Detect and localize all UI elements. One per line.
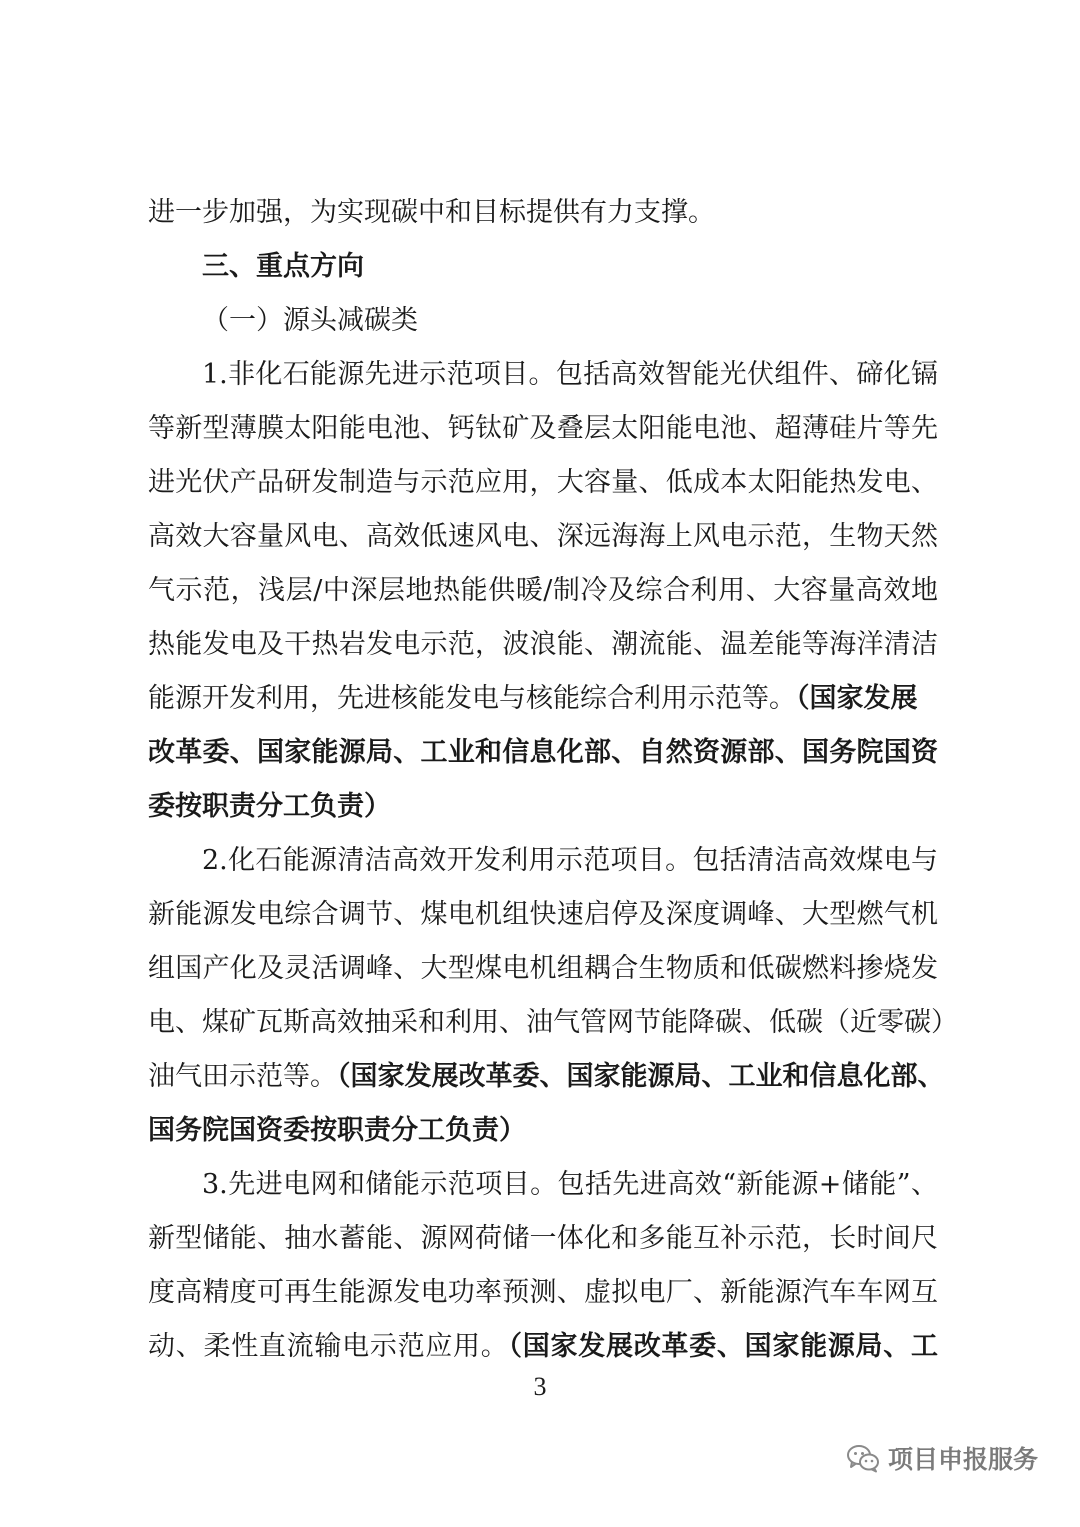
paragraph-line <box>148 1327 938 1367</box>
paragraph-line <box>148 679 938 719</box>
watermark-text: 项目申报服务 <box>888 1445 1039 1474</box>
subsection-heading: （一）源头减碳类 <box>202 305 418 336</box>
section-heading: 三、重点方向 <box>202 251 364 282</box>
watermark <box>846 1438 1038 1478</box>
responsibility-note: （国家发展 <box>796 683 918 714</box>
paragraph-line: 高效大容量风电、高效低速风电、深远海海上风电示范，生物天然 <box>148 521 938 552</box>
responsibility-note: 委按职责分工负责） <box>148 791 391 822</box>
paragraph-line: 新型储能、抽水蓄能、源网荷储一体化和多能互补示范，长时间尺 <box>148 1223 938 1254</box>
paragraph-line: 进光伏产品研发制造与示范应用，大容量、低成本太阳能热发电、 <box>148 467 938 498</box>
paragraph-line: 度高精度可再生能源发电功率预测、虚拟电厂、新能源汽车车网互 <box>148 1277 938 1308</box>
paragraph-line: 电、煤矿瓦斯高效抽采和利用、油气管网节能降碳、低碳（近零碳） <box>148 1007 958 1038</box>
responsibility-note: （国家发展改革委、国家能源局、工 <box>508 1331 939 1362</box>
paragraph-text: 动、柔性直流输电示范应用。 <box>148 1331 509 1362</box>
wechat-icon <box>846 1443 880 1473</box>
paragraph-line: 热能发电及干热岩发电示范，波浪能、潮流能、温差能等海洋清洁 <box>148 629 938 660</box>
paragraph-line: 进一步加强，为实现碳中和目标提供有力支撑。 <box>148 197 715 228</box>
page-number: 3 <box>533 1372 547 1401</box>
paragraph-line: 等新型薄膜太阳能电池、钙钛矿及叠层太阳能电池、超薄硅片等先 <box>148 413 938 444</box>
paragraph-line: 组国产化及灵活调峰、大型煤电机组耦合生物质和低碳燃料掺烧发 <box>148 953 938 984</box>
responsibility-note: （国家发展改革委、国家能源局、工业和信息化部、 <box>337 1061 945 1092</box>
responsibility-note: 国务院国资委按职责分工负责） <box>148 1115 526 1146</box>
paragraph-text: 油气田示范等。 <box>148 1061 337 1092</box>
paragraph-line: 气示范，浅层/中深层地热能供暖/制冷及综合利用、大容量高效地 <box>148 575 938 606</box>
paragraph-line: 新能源发电综合调节、煤电机组快速启停及深度调峰、大型燃气机 <box>148 899 938 930</box>
paragraph-text: 能源开发利用，先进核能发电与核能综合利用示范等。 <box>148 683 796 714</box>
paragraph-line: 2.化石能源清洁高效开发利用示范项目。包括清洁高效煤电与 <box>202 845 938 876</box>
paragraph-line <box>148 1057 945 1097</box>
responsibility-note: 改革委、国家能源局、工业和信息化部、自然资源部、国务院国资 <box>148 737 938 768</box>
paragraph-line: 1.非化石能源先进示范项目。包括高效智能光伏组件、碲化镉 <box>202 359 938 390</box>
paragraph-line: 3.先进电网和储能示范项目。包括先进高效“新能源+储能”、 <box>202 1169 938 1200</box>
